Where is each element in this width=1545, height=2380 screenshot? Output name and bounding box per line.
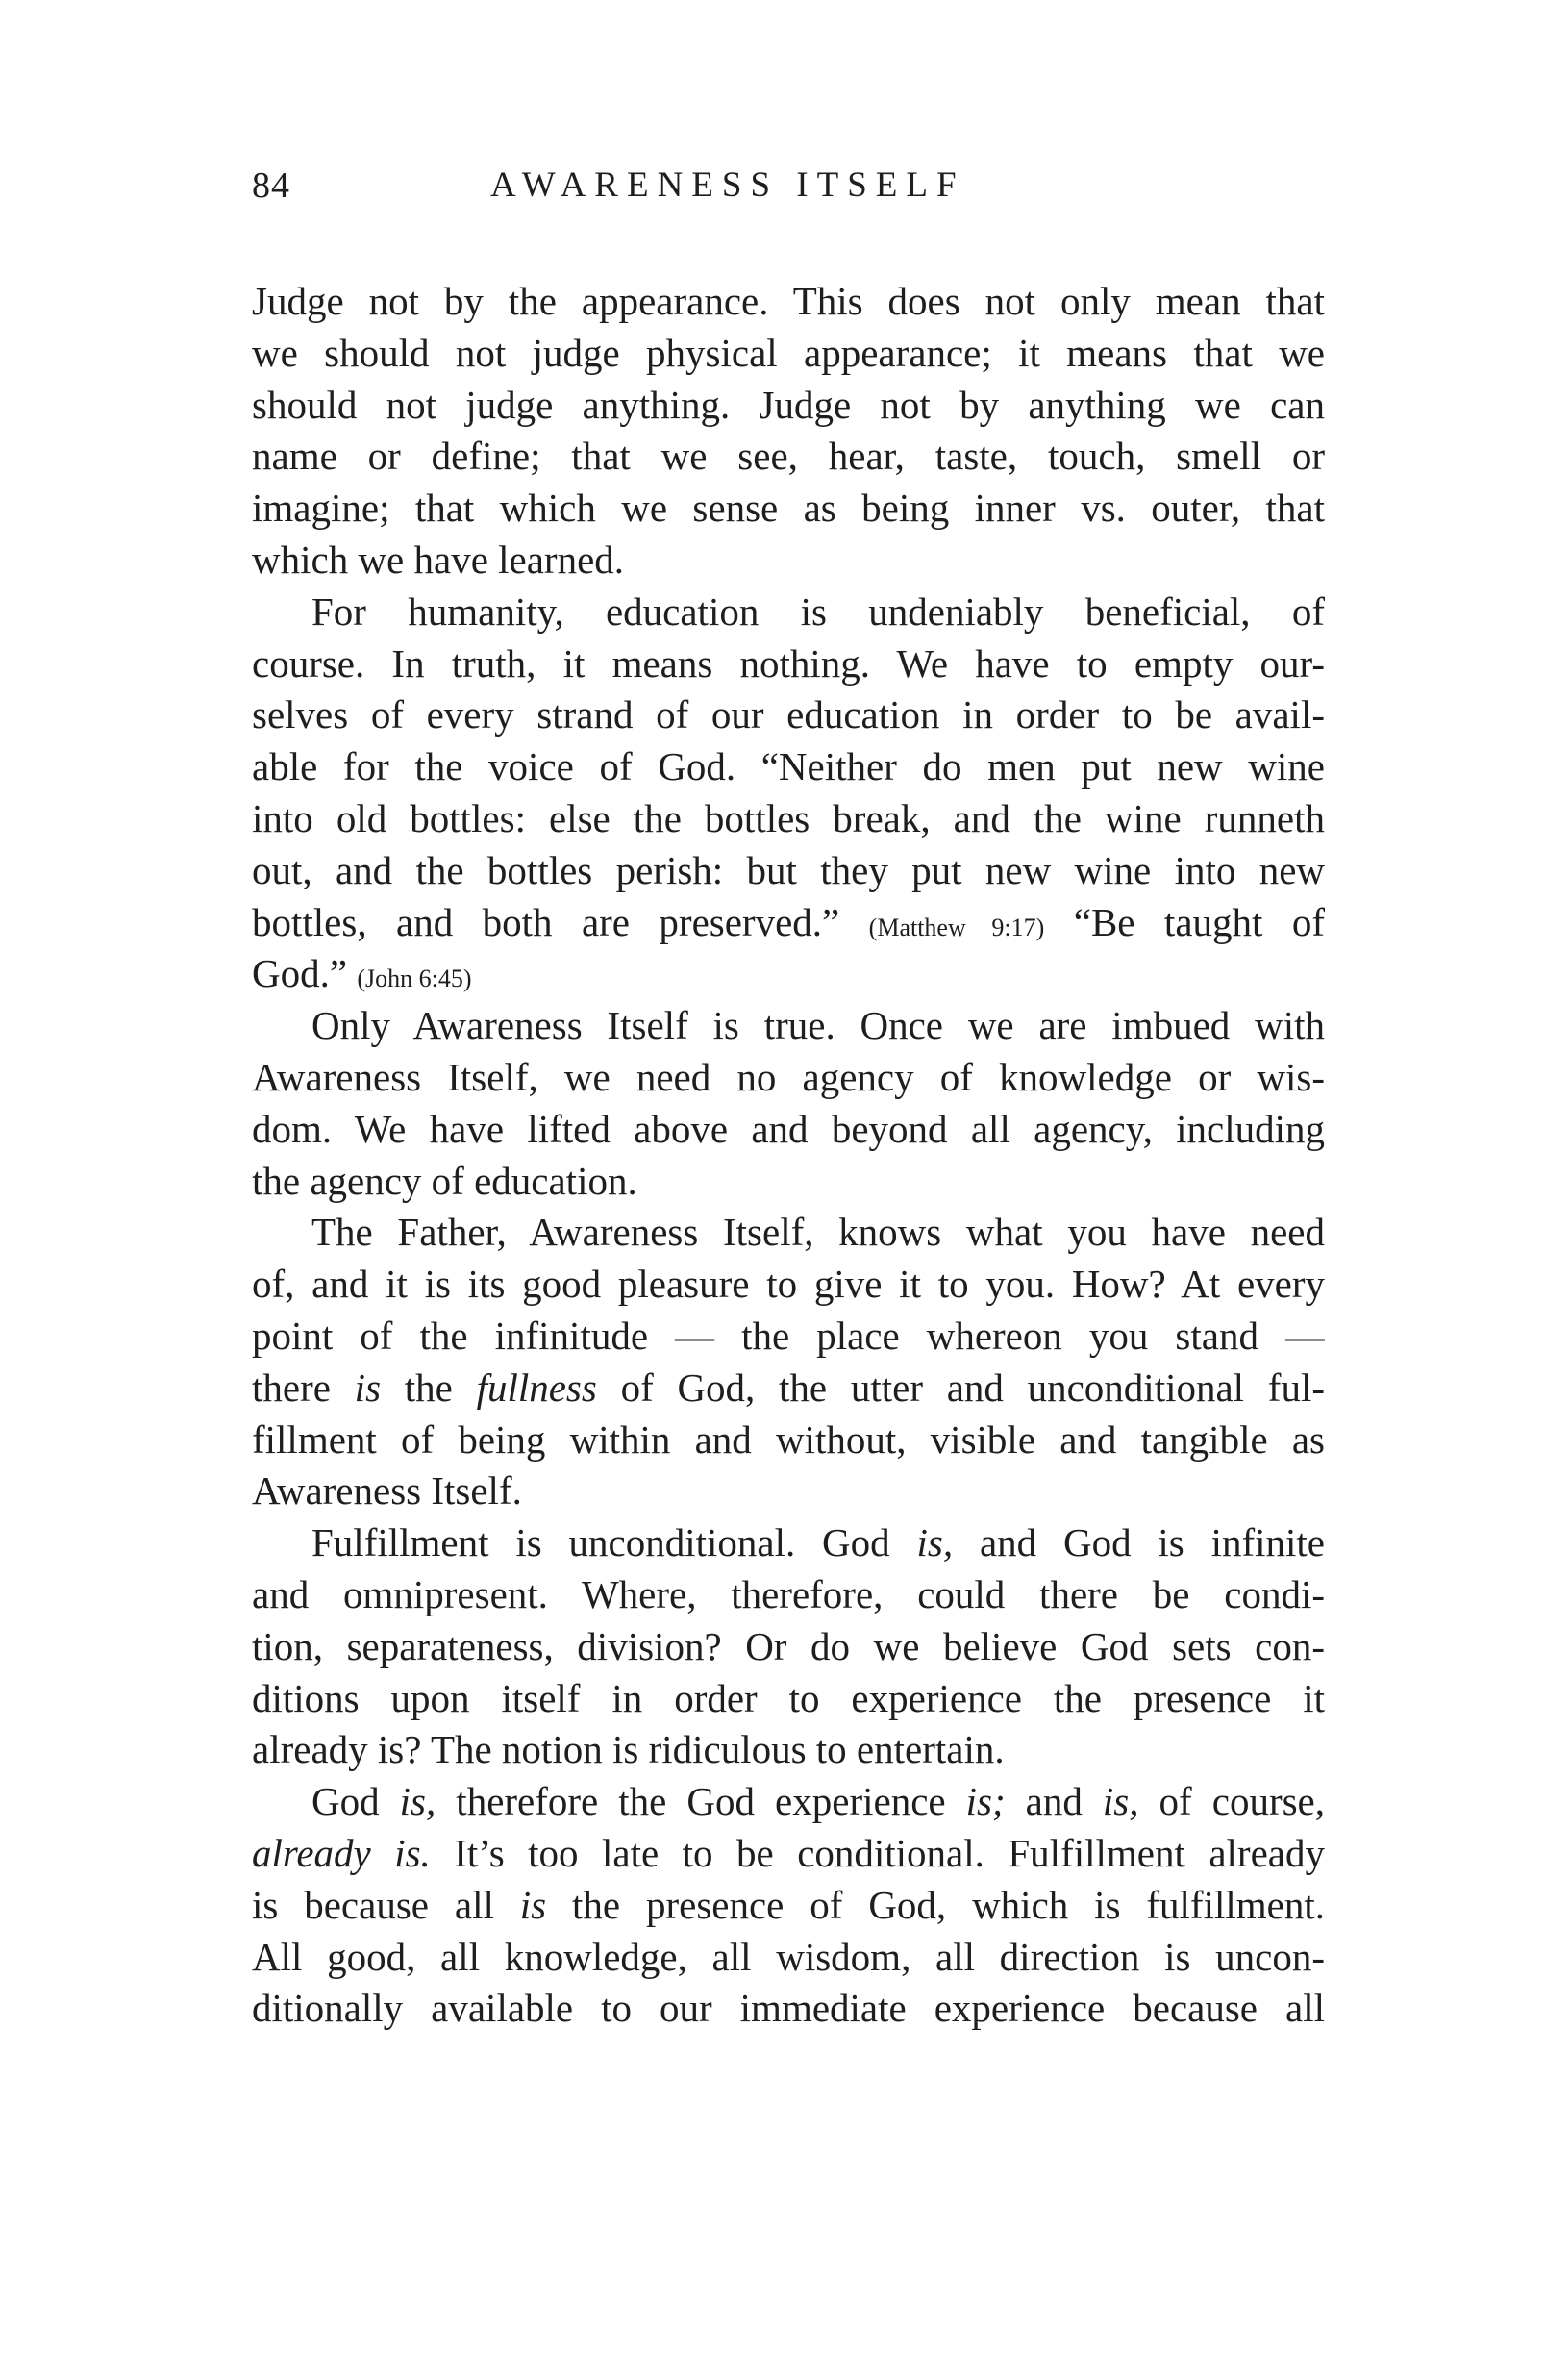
emphasis: already is.: [252, 1830, 431, 1875]
text-line: tion, separateness, division? Or do we believe God sets con-: [252, 1623, 1325, 1668]
text-segment: of course,: [1138, 1779, 1325, 1824]
emphasis: fullness: [476, 1365, 597, 1410]
text-segment: there: [252, 1365, 355, 1410]
text-line: name or define; that we see, hear, taste, touch, smell or: [252, 434, 1325, 479]
text-segment: Fulfillment is unconditional. God: [311, 1520, 917, 1566]
text-line: fillment of being within and without, visible and tangible as: [252, 1416, 1325, 1462]
paragraph: [252, 587, 1325, 1000]
emphasis: is,: [399, 1779, 436, 1824]
emphasis: is: [354, 1365, 382, 1410]
text-line: Awareness Itself.: [252, 1468, 522, 1514]
text-segment: It’s too late to be conditional. Fulfillment already: [430, 1830, 1325, 1875]
text-line: Judge not by the appearance. This does not only mean that: [252, 279, 1325, 323]
page-number: 84: [252, 165, 290, 206]
text-line: [252, 1363, 1325, 1415]
text-line: All good, all knowledge, all wisdom, all direction is uncon-: [252, 1934, 1325, 1979]
emphasis: is,: [916, 1520, 954, 1566]
text-line: course. In truth, it means nothing. We have to empty our-: [252, 640, 1325, 686]
text-line: Only Awareness Itself is true. Once we are imbued with: [311, 1003, 1325, 1048]
emphasis: is;: [965, 1779, 1006, 1824]
text-segment: God: [311, 1779, 400, 1824]
text-line: able for the voice of God. “Neither do men put new wine: [252, 744, 1325, 789]
text-line: which we have learned.: [252, 537, 625, 582]
text-line: the agency of education.: [252, 1158, 637, 1203]
text-segment: “Be taught of: [1044, 899, 1325, 944]
text-line: already is? The notion is ridiculous to entertain.: [252, 1727, 1005, 1772]
text-line: ditionally available to our immediate experience because all: [252, 1986, 1325, 2031]
text-segment: and God is infinite: [953, 1520, 1325, 1566]
text-line: and omnipresent. Where, therefore, could there be condi-: [252, 1571, 1325, 1616]
running-title: AWARENESS ITSELF: [490, 165, 965, 205]
text-line: out, and the bottles perish: but they put new wine into new: [252, 847, 1325, 892]
text-line: [252, 1517, 1325, 1569]
paragraph: [252, 1776, 1325, 2035]
paragraph: [252, 1207, 1325, 1517]
running-head: [252, 162, 1325, 210]
paragraph: [252, 276, 1325, 587]
text-line: point of the infinitude — the place whereon you stand —: [252, 1313, 1325, 1358]
text-line: [252, 1880, 1325, 1932]
text-line: of, and it is its good pleasure to give it to you. How? At every: [252, 1262, 1325, 1307]
paragraph: [252, 1000, 1325, 1207]
text-line: For humanity, education is undeniably beneficial, of: [311, 589, 1325, 634]
text-line: [252, 1776, 1325, 1828]
text-segment: is because all: [252, 1882, 520, 1927]
emphasis: is,: [1102, 1779, 1139, 1824]
scripture-reference: (Matthew 9:17): [868, 913, 1045, 941]
text-segment: bottles, and both are preserved.”: [252, 899, 869, 944]
emphasis: is: [519, 1882, 547, 1927]
text-line: imagine; that which we sense as being inner vs. outer, that: [252, 486, 1325, 531]
body-text: [252, 276, 1325, 2035]
text-line: should not judge anything. Judge not by anything we can: [252, 382, 1325, 427]
text-line: into old bottles: else the bottles break, and the wine runneth: [252, 795, 1325, 840]
scripture-reference: (John 6:45): [357, 965, 472, 993]
text-segment: God.”: [252, 951, 358, 996]
text-line: [252, 897, 1325, 949]
text-line: we should not judge physical appearance; it means that we: [252, 330, 1325, 375]
text-segment: of God, the utter and unconditional ful-: [596, 1365, 1325, 1410]
text-segment: and: [1005, 1779, 1103, 1824]
text-segment: the: [381, 1365, 477, 1410]
text-line: [252, 1828, 1325, 1880]
text-segment: therefore the God experience: [436, 1779, 966, 1824]
text-line: ditions upon itself in order to experience the presence it: [252, 1675, 1325, 1720]
text-line: dom. We have lifted above and beyond all agency, including: [252, 1106, 1325, 1151]
text-line: Awareness Itself, we need no agency of knowledge or wis-: [252, 1054, 1325, 1099]
text-line: The Father, Awareness Itself, knows what you have need: [311, 1210, 1325, 1255]
text-line: selves of every strand of our education in order to be avail-: [252, 692, 1325, 738]
text-segment: the presence of God, which is fulfillment.: [546, 1882, 1325, 1927]
text-line: [252, 948, 1325, 1000]
paragraph: [252, 1517, 1325, 1776]
